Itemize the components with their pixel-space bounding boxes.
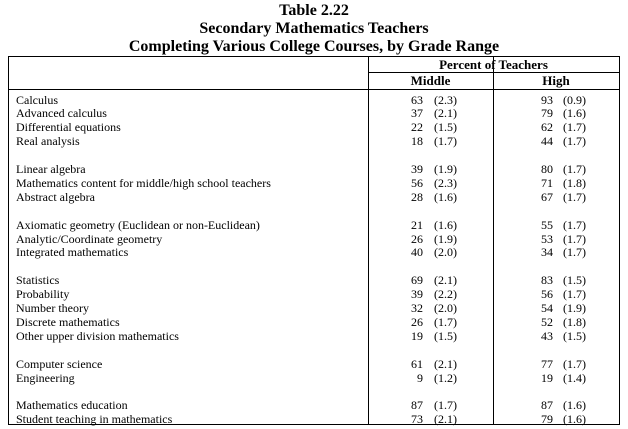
table-row xyxy=(9,301,619,315)
middle-percent: 69 xyxy=(411,273,423,288)
high-percent: 34 xyxy=(541,245,553,260)
high-percent: 43 xyxy=(541,328,553,343)
table-subtitle: Completing Various College Courses, by Grade Range xyxy=(128,38,500,55)
table-row xyxy=(9,287,619,301)
middle-percent: 26 xyxy=(411,231,423,246)
high-percent: 19 xyxy=(541,370,553,385)
middle-standard-error: (1.5) xyxy=(434,120,457,135)
table-row xyxy=(9,134,619,148)
high-percent: 53 xyxy=(541,231,553,246)
middle-standard-error: (1.7) xyxy=(434,134,457,149)
course-label: Analytic/Coordinate geometry xyxy=(16,231,163,246)
header-divider xyxy=(368,72,619,73)
middle-percent: 18 xyxy=(411,134,423,149)
middle-percent: 73 xyxy=(411,412,423,427)
high-standard-error: (1.6) xyxy=(563,398,586,413)
middle-standard-error: (1.7) xyxy=(434,314,457,329)
table-row xyxy=(9,315,619,329)
table-row xyxy=(9,232,619,246)
high-percent: 62 xyxy=(541,120,553,135)
table-row xyxy=(9,106,619,120)
high-percent: 83 xyxy=(541,273,553,288)
high-percent: 54 xyxy=(541,301,553,315)
course-label: Engineering xyxy=(16,370,75,385)
middle-percent: 9 xyxy=(417,370,423,385)
table-row xyxy=(9,357,619,371)
table-title-line: Secondary Mathematics Teachers xyxy=(199,20,429,37)
high-standard-error: (1.9) xyxy=(563,301,586,315)
course-label: Calculus xyxy=(16,92,58,107)
table-row xyxy=(9,176,619,190)
high-column-header: High xyxy=(542,73,570,88)
course-label: Abstract algebra xyxy=(16,189,95,204)
middle-standard-error: (2.3) xyxy=(434,175,457,190)
middle-percent: 61 xyxy=(411,356,423,371)
high-standard-error: (1.7) xyxy=(563,162,586,176)
middle-percent: 26 xyxy=(411,314,423,329)
course-label: Advanced calculus xyxy=(16,106,107,121)
middle-percent: 32 xyxy=(411,301,423,315)
course-label: Integrated mathematics xyxy=(16,245,129,260)
high-standard-error: (1.4) xyxy=(563,370,586,385)
data-table xyxy=(8,56,620,425)
high-percent: 80 xyxy=(541,162,553,176)
course-label: Discrete mathematics xyxy=(16,314,120,329)
middle-standard-error: (2.0) xyxy=(434,245,457,260)
high-standard-error: (1.7) xyxy=(563,120,586,135)
high-standard-error: (1.6) xyxy=(563,106,586,121)
high-standard-error: (1.6) xyxy=(563,412,586,427)
middle-percent: 37 xyxy=(411,106,423,121)
table-row xyxy=(9,190,619,204)
course-label: Probability xyxy=(16,287,70,302)
table-row xyxy=(9,329,619,343)
high-percent: 44 xyxy=(541,134,553,149)
high-percent: 67 xyxy=(541,189,553,204)
table-row xyxy=(9,162,619,176)
high-standard-error: (1.7) xyxy=(563,217,586,232)
high-percent: 79 xyxy=(541,412,553,427)
middle-standard-error: (1.7) xyxy=(434,398,457,413)
table-row xyxy=(9,245,619,259)
middle-percent: 19 xyxy=(411,328,423,343)
middle-percent: 56 xyxy=(411,175,423,190)
table-row xyxy=(9,398,619,412)
table-row xyxy=(9,412,619,426)
high-standard-error: (1.8) xyxy=(563,175,586,190)
middle-standard-error: (1.6) xyxy=(434,189,457,204)
high-standard-error: (1.7) xyxy=(563,356,586,371)
high-standard-error: (1.5) xyxy=(563,328,586,343)
course-label: Student teaching in mathematics xyxy=(16,412,173,427)
course-label: Other upper division mathematics xyxy=(16,328,179,343)
high-standard-error: (1.7) xyxy=(563,134,586,149)
middle-standard-error: (1.2) xyxy=(434,370,457,385)
middle-standard-error: (2.1) xyxy=(434,356,457,371)
table-number: Table 2.22 xyxy=(279,2,349,19)
high-percent: 56 xyxy=(541,287,553,302)
table-row xyxy=(9,93,619,107)
middle-percent: 39 xyxy=(411,162,423,176)
course-label: Mathematics education xyxy=(16,398,128,413)
high-standard-error: (1.7) xyxy=(563,287,586,302)
high-standard-error: (1.7) xyxy=(563,231,586,246)
middle-percent: 28 xyxy=(411,189,423,204)
middle-percent: 22 xyxy=(411,120,423,135)
middle-standard-error: (1.6) xyxy=(434,217,457,232)
course-label: Statistics xyxy=(16,273,60,288)
middle-percent: 21 xyxy=(411,217,423,232)
high-percent: 87 xyxy=(541,398,553,413)
course-label: Real analysis xyxy=(16,134,80,149)
table-title xyxy=(0,2,628,56)
high-standard-error: (1.5) xyxy=(563,273,586,288)
table-row xyxy=(9,371,619,385)
middle-standard-error: (2.2) xyxy=(434,287,457,302)
course-label: Differential equations xyxy=(16,120,121,135)
middle-percent: 40 xyxy=(411,245,423,260)
high-standard-error: (1.7) xyxy=(563,189,586,204)
high-standard-error: (0.9) xyxy=(563,92,586,107)
middle-standard-error: (2.1) xyxy=(434,412,457,427)
table-row xyxy=(9,218,619,232)
high-percent: 55 xyxy=(541,217,553,232)
middle-standard-error: (1.9) xyxy=(434,231,457,246)
middle-standard-error: (1.5) xyxy=(434,328,457,343)
course-label: Number theory xyxy=(16,301,89,315)
middle-percent: 87 xyxy=(411,398,423,413)
course-label: Linear algebra xyxy=(16,162,86,176)
high-percent: 71 xyxy=(541,175,553,190)
high-percent: 52 xyxy=(541,314,553,329)
course-label: Axiomatic geometry (Euclidean or non-Euclidean) xyxy=(16,217,260,232)
header-bottom-rule xyxy=(9,89,619,90)
high-standard-error: (1.8) xyxy=(563,314,586,329)
middle-column-header: Middle xyxy=(410,73,451,88)
high-percent: 93 xyxy=(541,92,553,107)
course-label: Computer science xyxy=(16,356,103,371)
middle-standard-error: (2.0) xyxy=(434,301,457,315)
middle-percent: 63 xyxy=(411,92,423,107)
middle-standard-error: (2.1) xyxy=(434,273,457,288)
middle-standard-error: (1.9) xyxy=(434,162,457,176)
table-row xyxy=(9,273,619,287)
middle-standard-error: (2.3) xyxy=(434,92,457,107)
high-standard-error: (1.7) xyxy=(563,245,586,260)
percent-of-teachers-header: Percent of Teachers xyxy=(439,57,548,72)
high-percent: 79 xyxy=(541,106,553,121)
middle-percent: 39 xyxy=(411,287,423,302)
course-label: Mathematics content for middle/high school teachers xyxy=(16,175,271,190)
high-percent: 77 xyxy=(541,356,553,371)
middle-standard-error: (2.1) xyxy=(434,106,457,121)
table-row xyxy=(9,120,619,134)
